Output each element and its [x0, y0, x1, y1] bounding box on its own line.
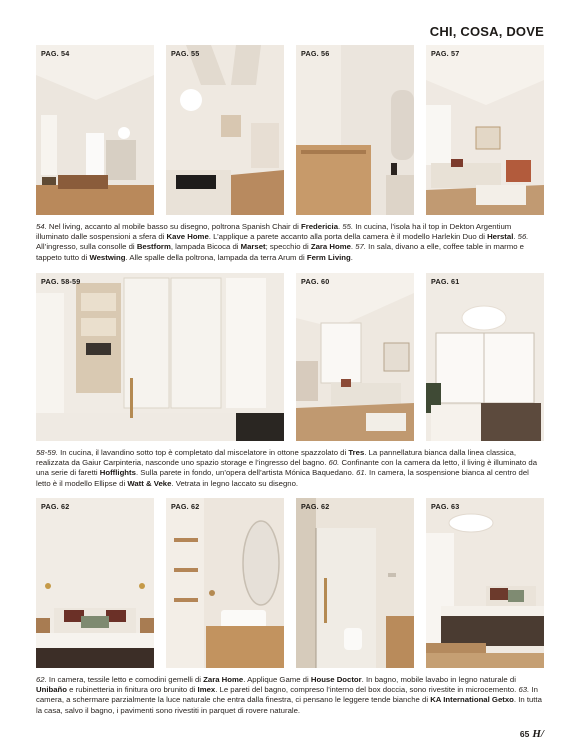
- bedroom-window-image: [426, 273, 544, 441]
- caption-text: In camera, la sospensione bianca al centro del letto è il modello Ellipse di: [36, 468, 529, 488]
- brand-name: Ferm Living: [306, 252, 351, 262]
- page-number: 65: [519, 729, 530, 739]
- caption-text: Nel living, accanto al mobile basso su disegno, poltrona Spanish Chair di: [46, 222, 301, 231]
- caption-text: , lampada Bicoca di: [170, 242, 241, 252]
- kitchen-image: [166, 45, 284, 215]
- page-tag-58-59: PAG. 58-59: [41, 277, 81, 286]
- caption-text: . La pannellatura bianca dalla linea classica, realizzata da Gaiur Carpinteria, nasconde uno spazio storage e l’ingresso del bagno.: [36, 448, 516, 468]
- brand-name: Herstal: [487, 232, 514, 242]
- magazine-logo: H/: [532, 728, 544, 740]
- caption-text: . Applique Game di: [243, 675, 311, 684]
- caption-text: . Sulla parete in fondo, un’opera dell’artista Mónica Baquedano.: [135, 468, 357, 478]
- caption-ref: 63.: [518, 685, 530, 695]
- caption-text: In cucina, l’isola ha il top in Dekton Argentium illuminato dalle sospensioni a sfera di: [36, 222, 512, 242]
- sala-image: [426, 45, 544, 215]
- brand-name: Imex: [197, 685, 216, 695]
- caption-ref: 57.: [355, 242, 367, 252]
- caption-ref: 60.: [328, 458, 340, 468]
- page-tag-54: PAG. 54: [41, 49, 70, 58]
- caption-text: ; specchio di: [265, 242, 311, 252]
- shower-image: [296, 498, 414, 668]
- brand-name: House Doctor: [310, 675, 362, 684]
- page-tag-57: PAG. 57: [431, 49, 460, 58]
- caption-text: .: [350, 242, 356, 252]
- caption-text: . Alle spalle della poltrona, lampada da terra Arum di: [125, 252, 307, 262]
- photo-bedroom-pag63: [426, 498, 544, 668]
- brand-name: Zara Home: [203, 675, 244, 684]
- caption-text: . Vetrata in legno laccato su disegno.: [171, 478, 299, 488]
- living-bedroom-image: [296, 273, 414, 441]
- page-tag-60: PAG. 60: [301, 277, 330, 286]
- photo-living-pag54: [36, 45, 154, 215]
- bedroom-image: [36, 498, 154, 668]
- caption-text: .: [338, 222, 343, 231]
- kitchen-panels-image: [36, 273, 284, 441]
- caption-text: In camera, tessile letto e comodini gemelli di: [46, 675, 204, 684]
- caption-text: . In bagno, mobile lavabo in legno naturale di: [361, 675, 516, 684]
- brand-name: Hofflights: [99, 468, 136, 478]
- caption-text: In camera, a schermare parzialmente la luce naturale che entra dalla finestra, ci pensano le leggere tende bianche di: [36, 685, 538, 705]
- caption-text: All’ingresso, sulla consolle di: [36, 242, 137, 252]
- photo-bathroom-pag62: [166, 498, 284, 668]
- caption-ref: 56.: [517, 232, 529, 242]
- photo-sala-pag57: [426, 45, 544, 215]
- photo-bedroom-pag61: [426, 273, 544, 441]
- brand-name: Marset: [240, 242, 266, 252]
- photo-entrance-pag56: [296, 45, 414, 215]
- caption-text: .: [513, 232, 518, 242]
- caption-text: . Le pareti del bagno, compreso l’interno del box doccia, sono rivestite in microcemento.: [215, 685, 519, 695]
- photo-kitchen-pag58-59: [36, 273, 284, 441]
- caption-ref: 61.: [356, 468, 367, 478]
- caption-text: In cucina, il lavandino sotto top è completato dal miscelatore in ottone spazzolato di: [57, 448, 349, 457]
- brand-name: Kave Home: [166, 232, 209, 242]
- living-room-image: [36, 45, 154, 215]
- caption-ref: 55.: [342, 222, 354, 231]
- page-tag-56: PAG. 56: [301, 49, 330, 58]
- photo-shower-pag62: [296, 498, 414, 668]
- page-footer: [520, 728, 544, 740]
- entrance-image: [296, 45, 414, 215]
- caption-text: In sala, divano a elle, coffee table in marmo e tappeto tutto di: [36, 242, 524, 262]
- caption-ref: 58-59.: [36, 448, 58, 457]
- brand-name: Bestform: [136, 242, 171, 252]
- caption-text: . In tutta la casa, salvo il bagno, i pavimenti sono rivestiti in parquet di rovere naturale.: [36, 695, 542, 715]
- section-title: CHI, COSA, DOVE: [429, 24, 544, 39]
- page-tag-55: PAG. 55: [171, 49, 200, 58]
- caption-text: . L’applique a parete accanto alla porta della camera è il modello Harlekin Duo di: [208, 232, 488, 242]
- brand-name: Fredericia: [300, 222, 339, 231]
- brand-name: Unibaño: [36, 685, 67, 695]
- page-tag-63: PAG. 63: [431, 502, 460, 511]
- caption-58-61: [36, 448, 544, 489]
- page-tag-62-bedroom: PAG. 62: [41, 502, 70, 511]
- page-tag-61: PAG. 61: [431, 277, 460, 286]
- bathroom-vanity-image: [166, 498, 284, 668]
- brand-name: Watt & Veke: [127, 478, 172, 488]
- caption-text: e rubinetteria in finitura oro brunito di: [67, 685, 198, 695]
- bedroom-curtains-image: [426, 498, 544, 668]
- photo-kitchen-pag55: [166, 45, 284, 215]
- brand-name: Westwing: [89, 252, 126, 262]
- caption-ref: 54.: [36, 222, 47, 231]
- caption-text: Confinante con la camera da letto, il living è illuminato da una serie di faretti: [36, 458, 538, 478]
- caption-62-63: [36, 675, 544, 716]
- brand-name: KA International Getxo: [430, 695, 514, 705]
- brand-name: Zara Home: [310, 242, 351, 252]
- photo-bedroom-pag62: [36, 498, 154, 668]
- brand-name: Tres: [348, 448, 365, 457]
- photo-living-pag60: [296, 273, 414, 441]
- page-tag-62-shower: PAG. 62: [301, 502, 330, 511]
- caption-text: .: [350, 252, 353, 262]
- caption-54-57: [36, 222, 544, 263]
- page-tag-62-bathroom: PAG. 62: [171, 502, 200, 511]
- caption-ref: 62.: [36, 675, 47, 684]
